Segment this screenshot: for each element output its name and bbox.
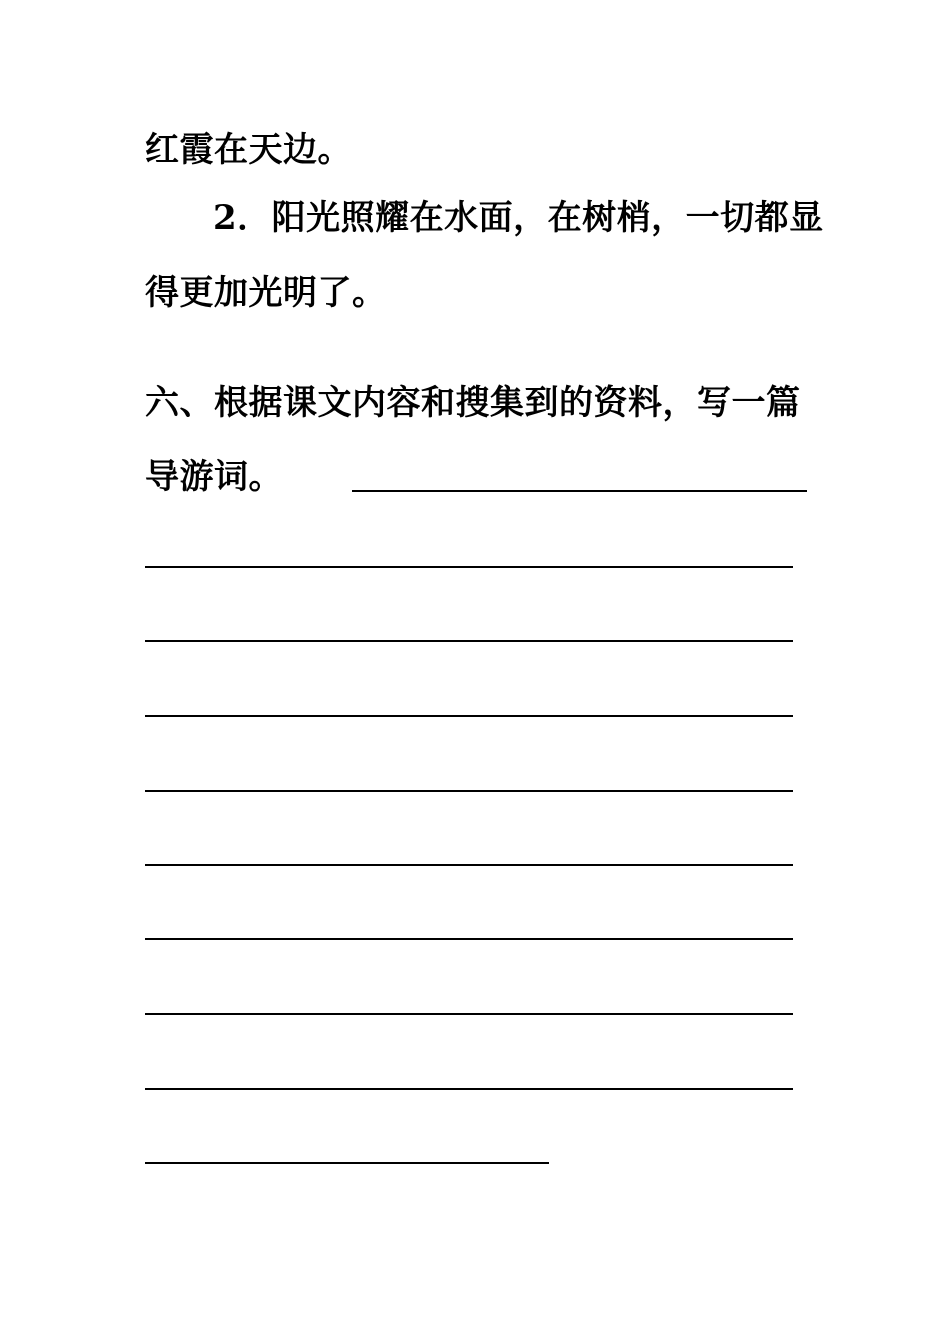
- answer-line[interactable]: [145, 790, 793, 792]
- sentence-2-line-1: 2．阳光照耀在水面，在树梢，一切都显: [213, 198, 824, 238]
- answer-line[interactable]: [145, 938, 793, 940]
- answer-line-last[interactable]: [145, 1162, 549, 1164]
- answer-line[interactable]: [145, 864, 793, 866]
- question-6-heading: 六、根据课文内容和搜集到的资料，写一篇: [145, 383, 801, 423]
- answer-line[interactable]: [145, 715, 793, 717]
- question-6-heading-cont: 导游词。: [145, 457, 283, 497]
- answer-line-inline[interactable]: [352, 490, 807, 492]
- answer-line[interactable]: [145, 1088, 793, 1090]
- answer-line[interactable]: [145, 1013, 793, 1015]
- sentence-2-line-2: 得更加光明了。: [145, 273, 387, 313]
- answer-line[interactable]: [145, 640, 793, 642]
- paragraph-text-line: 红霞在天边。: [145, 130, 352, 170]
- answer-line[interactable]: [145, 566, 793, 568]
